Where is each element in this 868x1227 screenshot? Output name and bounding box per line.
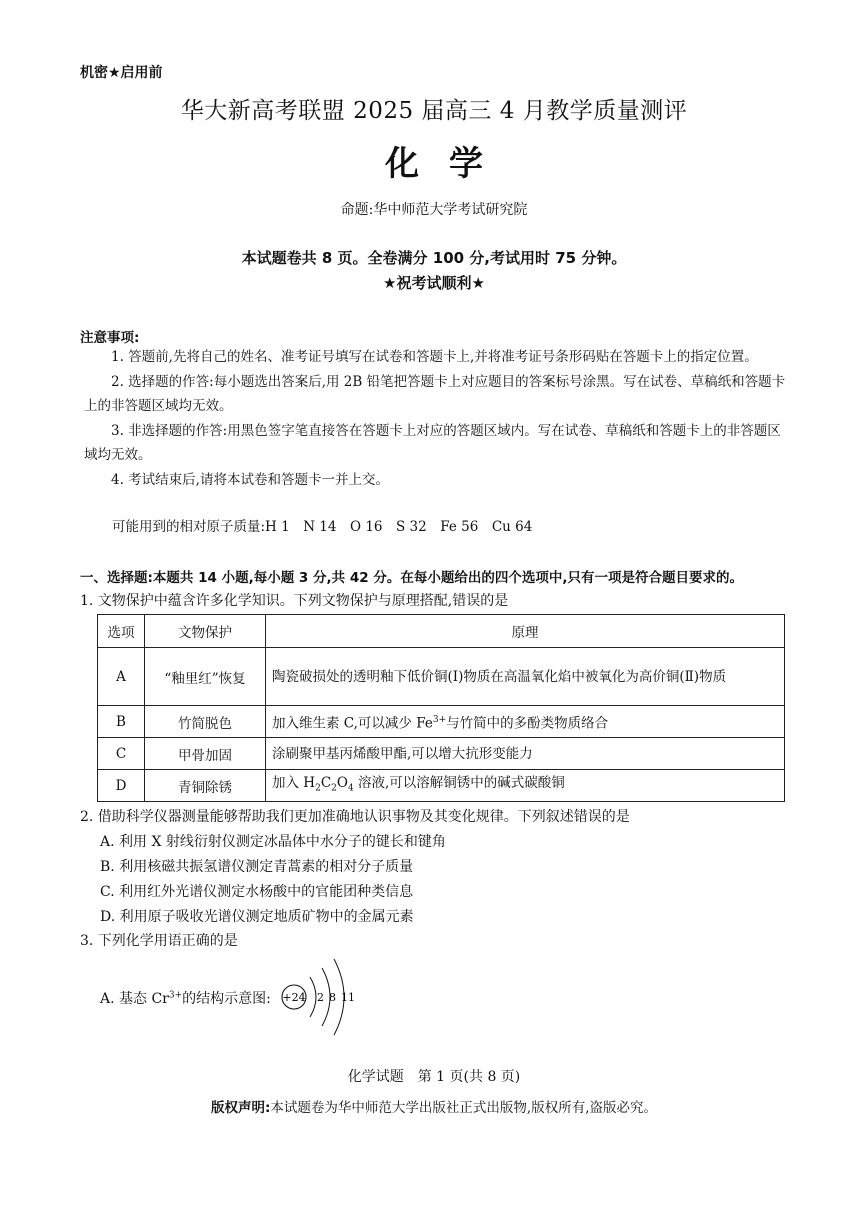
notice-item: 3. 非选择题的作答:用黑色签字笔直接答在答题卡上对应的答题区域内。写在试卷、草稿纸和答题卡上的非答题区域均无效。 bbox=[84, 422, 781, 463]
shell-electron-count: 8 bbox=[329, 991, 336, 1004]
table-cell-item: 甲骨加固 bbox=[145, 738, 266, 770]
table-cell-option: A bbox=[98, 648, 145, 706]
table-header: 原理 bbox=[266, 615, 785, 648]
table-cell-principle: 加入 $H_2C_2O_4$ 溶液,可以溶解铜锈中的碱式碳酸铜 bbox=[266, 770, 785, 802]
question-3-option-a: A. 基态 $Cr^{3+}$的结构示意图: bbox=[100, 990, 271, 1007]
question-2-option: C. 利用红外光谱仪测定水杨酸中的官能团种类信息 bbox=[100, 884, 414, 900]
page-footer: 化学试题 第 1 页(共 8 页) bbox=[347, 1069, 521, 1085]
atomic-masses: 可能用到的相对原子质量:H 1 N 14 O 16 S 32 Fe 56 Cu 64 bbox=[112, 519, 533, 535]
table-cell-item: 竹简脱色 bbox=[145, 706, 266, 738]
notice-list bbox=[84, 345, 786, 492]
table-cell-principle: 陶瓷破损处的透明釉下低价铜(Ⅰ)物质在高温氧化焰中被氧化为高价铜(Ⅱ)物质 bbox=[266, 648, 785, 706]
table-row bbox=[98, 738, 785, 770]
table-cell-option: C bbox=[98, 738, 145, 770]
nucleus-charge: +24 bbox=[282, 991, 306, 1004]
table-cell-option: B bbox=[98, 706, 145, 738]
table-row bbox=[98, 648, 785, 706]
question-2-option: A. 利用 X 射线衍射仪测定冰晶体中水分子的键长和键角 bbox=[100, 834, 446, 850]
table-cell-item: “釉里红”恢复 bbox=[145, 648, 266, 706]
section-title: 一、选择题:本题共 14 小题,每小题 3 分,共 42 分。在每小题给出的四个选项中,只有一项是符合题目要求的。 bbox=[80, 570, 743, 586]
subject-title: 化学 bbox=[385, 144, 513, 184]
electron-shell-arc bbox=[310, 977, 316, 1017]
table-cell-principle: 涂刷聚甲基丙烯酸甲酯,可以增大抗形变能力 bbox=[266, 738, 785, 770]
table-row bbox=[98, 706, 785, 738]
shell-electron-count: 2 bbox=[317, 991, 324, 1004]
table-header: 文物保护 bbox=[145, 615, 266, 648]
notice-item: 2. 选择题的作答:每小题选出答案后,用 2B 铅笔把答题卡上对应题目的答案标号涂黑。写在试卷、草稿纸和答题卡上的非答题区域均无效。 bbox=[84, 373, 786, 414]
notice-heading: 注意事项: bbox=[80, 330, 140, 346]
notice-item: 1. 答题前,先将自己的姓名、准考证号填写在试卷和答题卡上,并将准考证号条形码贴在答题卡上的指定位置。 bbox=[111, 349, 758, 365]
copyright-notice: 版权声明:本试题卷为华中师范大学出版社正式出版物,版权所有,盗版必究。 bbox=[211, 1100, 657, 1116]
good-luck-line: ★祝考试顺利★ bbox=[383, 274, 485, 292]
table-cell-item: 青铜除锈 bbox=[145, 770, 266, 802]
question-2-option: D. 利用原子吸收光谱仪测定地质矿物中的金属元素 bbox=[100, 909, 414, 925]
table-header: 选项 bbox=[98, 615, 145, 648]
table-header-row bbox=[98, 615, 785, 648]
question-2-option: B. 利用核磁共振氢谱仪测定青蒿素的相对分子质量 bbox=[100, 859, 414, 875]
exam-title: 华大新高考联盟 2025 届高三 4 月教学质量测评 bbox=[180, 98, 688, 124]
question-1-table bbox=[97, 614, 785, 802]
notice-item: 4. 考试结束后,请将本试卷和答题卡一并上交。 bbox=[111, 471, 389, 488]
author-line: 命题:华中师范大学考试研究院 bbox=[340, 202, 528, 218]
atomic-structure-diagram bbox=[280, 955, 364, 1045]
table-cell-option: D bbox=[98, 770, 145, 802]
question-1-stem: 1. 文物保护中蕴含许多化学知识。下列文物保护与原理搭配,错误的是 bbox=[80, 593, 509, 609]
question-2-stem: 2. 借助科学仪器测量能够帮助我们更加准确地认识事物及其变化规律。下列叙述错误的是 bbox=[80, 809, 630, 825]
exam-info: 本试题卷共 8 页。全卷满分 100 分,考试用时 75 分钟。 bbox=[241, 249, 627, 267]
question-3-stem: 3. 下列化学用语正确的是 bbox=[80, 933, 238, 949]
table-cell-principle: 加入维生素 C,可以减少 $Fe^{3+}$与竹简中的多酚类物质络合 bbox=[266, 706, 785, 738]
confidential-mark: 机密★启用前 bbox=[80, 65, 163, 81]
shell-electron-count: 11 bbox=[341, 991, 355, 1004]
table-row bbox=[98, 770, 785, 802]
